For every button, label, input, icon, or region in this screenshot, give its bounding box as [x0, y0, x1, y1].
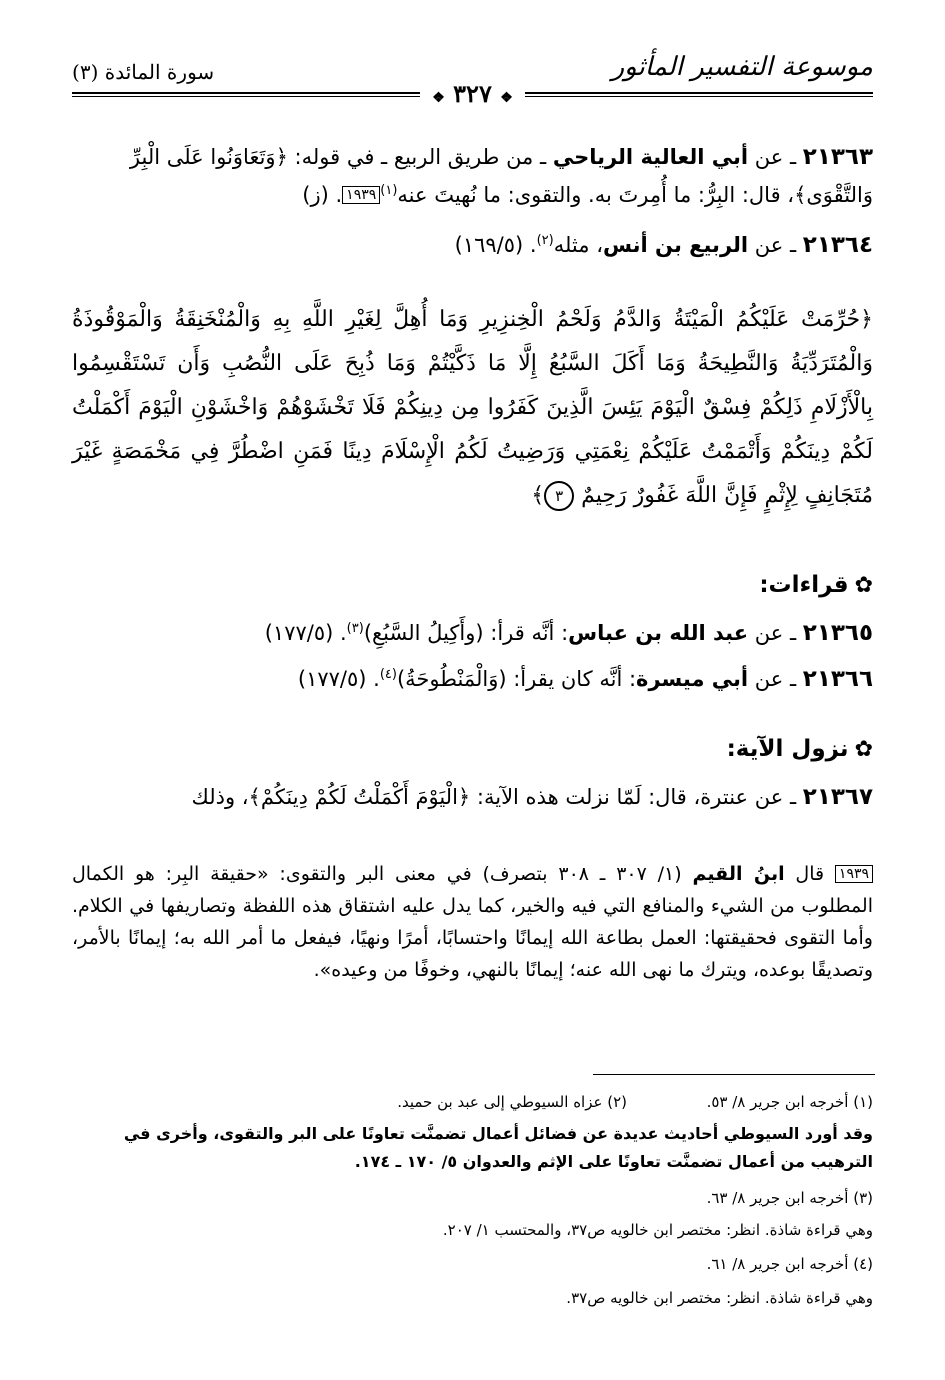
- entry-number: ٢١٣٦٧: [802, 784, 873, 810]
- page-number-text: ٣٢٧: [453, 79, 492, 108]
- entry-text: : أنَّه كان يقرأ: (وَالْمَنْطُوحَةُ): [396, 667, 637, 691]
- commentary-text: (١/ ٣٠٧ ـ ٣٠٨ بتصرف) في معنى البر والتقوى: «حقيقة البِر: هو الكمال المطلوب من الشيء والمنافع التي فيه والخير، كما يدل عليه اشتقاق هذه اللفظة وتصاريفها في الكلام. وأما التقوى فحقيقتها: العمل بطاعة الله إيمانًا واحتسابًا، أمرًا ونهيًا، فيفعل ما أمر الله به؛ إيمانًا بالأمر، وتصديقًا بوعده، ويترك ما نهى الله عنه؛ إيمانًا بالنهي، وخوفًا من وعيده».: [72, 863, 873, 981]
- entry-text: : أنَّه قرأ: (وأَكِيلُ السَّبُعِ): [363, 621, 569, 645]
- commentary-block: [72, 858, 873, 986]
- entry-21364: [72, 228, 873, 262]
- footnote-3-note: وهي قراءة شاذة. انظر: مختصر ابن خالويه ص٣٧، والمحتسب ١/ ٢٠٧.: [442, 1221, 873, 1239]
- entry-text: ـ عن: [748, 145, 803, 169]
- page-number: [420, 80, 525, 108]
- commentary-ref-box[interactable]: ١٩٣٩: [342, 186, 380, 204]
- footnote-4: (٤) أخرجه ابن جرير ٨/ ٦١.: [706, 1255, 873, 1273]
- footnote-1: (١) أخرجه ابن جرير ٨/ ٥٣.: [706, 1093, 873, 1111]
- entry-21367: [72, 780, 873, 814]
- flower-ornament-icon: ✿: [854, 573, 873, 598]
- flower-ornament-icon: ✿: [854, 737, 873, 762]
- book-title: موسوعة التفسير المأثور: [611, 52, 873, 82]
- scholar-name: ابنُ القيم: [692, 863, 785, 885]
- entry-text: وَالتَّقْوَى﴾، قال: البِرُّ: ما أُمِرتَ به. والتقوى: ما نُهيتَ عنه: [397, 183, 873, 207]
- footnote-3: (٣) أخرجه ابن جرير ٨/ ٦٣.: [706, 1189, 873, 1207]
- ornament-icon: ❖: [500, 90, 513, 106]
- entry-text: . (١٧٧/٥): [264, 621, 347, 645]
- narrator-name: أبي ميسرة: [636, 667, 749, 691]
- entry-text: ، مثله: [553, 233, 603, 257]
- section-title: نزول الآية:: [726, 736, 849, 762]
- entry-number: ٢١٣٦٣: [802, 144, 873, 170]
- entry-21366: [72, 662, 873, 696]
- entry-text: ـ عن عنترة، قال: لَمّا نزلت هذه الآية: ﴿الْيَوْمَ أَكْمَلْتُ لَكُمْ دِينَكُمْ﴾، وذلك: [191, 785, 803, 809]
- entry-text: ـ من طريق الربيع ـ في قوله: ﴿وَتَعَاوَنُوا عَلَى الْبِرِّ: [129, 145, 553, 169]
- entry-text: ـ عن: [748, 233, 803, 257]
- section-qiraat: [759, 572, 873, 598]
- quran-verse: [72, 298, 873, 518]
- entry-text: ـ عن: [748, 621, 803, 645]
- footnote-4-note: وهي قراءة شاذة. انظر: مختصر ابن خالويه ص٣٧.: [566, 1289, 873, 1307]
- footnote-2: (٢) عزاه السيوطي إلى عبد بن حميد.: [397, 1093, 627, 1111]
- footnote-ref[interactable]: (١): [380, 183, 398, 198]
- commentary-box: ١٩٣٩: [835, 865, 873, 883]
- footnote-ref[interactable]: (٣): [346, 621, 364, 636]
- entry-number: ٢١٣٦٦: [802, 666, 873, 692]
- ornament-icon: ❖: [432, 90, 445, 106]
- narrator-name: الربيع بن أنس: [602, 233, 749, 257]
- narrator-name: أبي العالية الرياحي: [552, 145, 749, 169]
- entry-21363-line1: [72, 140, 873, 174]
- entry-text: . (ز): [302, 183, 343, 207]
- entry-21365: [72, 616, 873, 650]
- entry-number: ٢١٣٦٥: [802, 620, 873, 646]
- footnote-ref[interactable]: (٢): [536, 233, 554, 248]
- entry-21363-line2: [72, 178, 873, 212]
- verse-close-bracket: ﴾: [531, 483, 545, 508]
- surah-title: سورة المائدة (٣): [72, 60, 215, 84]
- verse-text: ﴿حُرِّمَتْ عَلَيْكُمُ الْمَيْتَةُ وَالدَّمُ وَلَحْمُ الْخِنزِيرِ وَمَا أُهِلَّ لِغَيْرِ اللَّهِ بِهِ وَالْمُنْخَنِقَةُ وَالْمَوْقُوذَةُ وَالْمُتَرَدِّيَةُ وَالنَّطِيحَةُ وَمَا أَكَلَ السَّبُعُ إِلَّا مَا ذَكَّيْتُمْ وَمَا ذُبِحَ عَلَى النُّصُبِ وَأَن تَسْتَقْسِمُوا بِالْأَزْلَامِ ذَلِكُمْ فِسْقٌ الْيَوْمَ يَئِسَ الَّذِينَ كَفَرُوا مِن دِينِكُمْ فَلَا تَخْشَوْهُمْ وَاخْشَوْنِ الْيَوْمَ أَكْمَلْتُ لَكُمْ دِينَكُمْ وَأَتْمَمْتُ عَلَيْكُمْ نِعْمَتِي وَرَضِيتُ لَكُمُ الْإِسْلَامَ دِينًا فَمَنِ اضْطُرَّ فِي مَخْمَصَةٍ غَيْرَ مُتَجَانِفٍ لِإِثْمٍ فَإِنَّ اللَّهَ غَفُورٌ رَحِيمٌ: [72, 307, 873, 508]
- entry-text: . (١٧٧/٥): [297, 667, 380, 691]
- commentary-text: قال: [784, 863, 835, 885]
- section-nuzul: [727, 736, 873, 762]
- entry-text: ـ عن: [748, 667, 803, 691]
- section-title: قراءات:: [759, 572, 849, 598]
- aya-number-icon: ٣: [544, 481, 574, 511]
- footnote-2-bold: وقد أورد السيوطي أحاديث عديدة عن فضائل أعمال تضمنَّت تعاونًا على البر والتقوى، وأخرى في الترهيب من أعمال تضمنَّت تعاونًا على الإثم والعدوان ٥/ ١٧٠ ـ ١٧٤.: [123, 1124, 873, 1171]
- entry-number: ٢١٣٦٤: [802, 232, 873, 258]
- narrator-name: عبد الله بن عباس: [568, 621, 749, 645]
- footnote-ref[interactable]: (٤): [379, 667, 397, 682]
- entry-text: . (١٦٩/٥): [454, 233, 537, 257]
- footnote-1-2: [72, 1090, 873, 1114]
- footnote-rule: [593, 1074, 875, 1075]
